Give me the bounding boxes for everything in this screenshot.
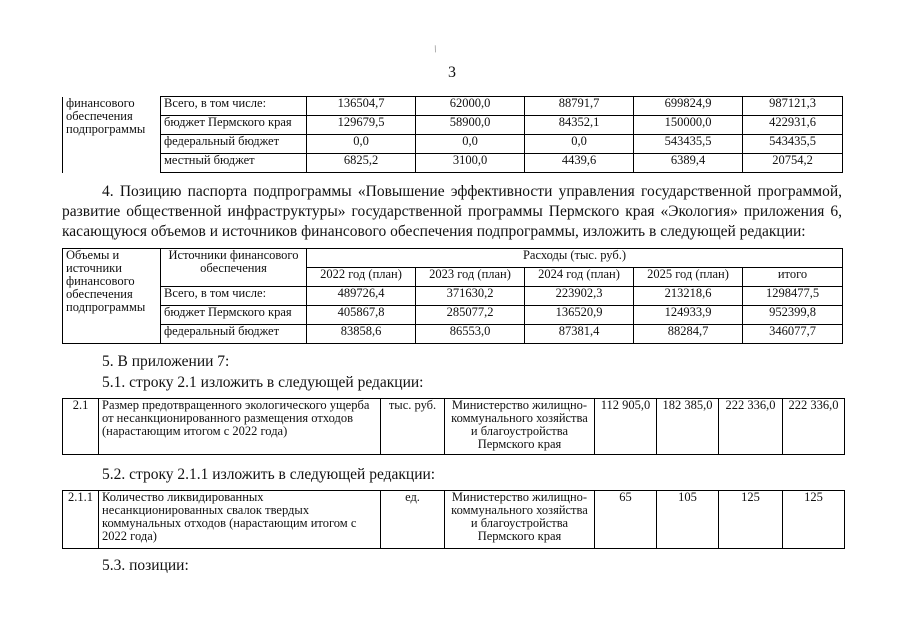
table2-cell: 1298477,5 — [743, 287, 843, 306]
scan-mark: / — [432, 43, 439, 56]
value-cell: 125 — [783, 491, 845, 549]
table2-cell: 124933,9 — [634, 306, 743, 325]
responsible-ministry: Министерство жилищно-коммунального хозяйства и благоустройства Пермского края — [445, 399, 595, 455]
table1-cell: 4439,6 — [525, 154, 634, 173]
table1-cell: 84352,1 — [525, 116, 634, 135]
table2-year-header: 2023 год (план) — [416, 268, 525, 287]
table1-cell: 543435,5 — [743, 135, 843, 154]
value-cell: 222 336,0 — [719, 399, 783, 455]
table2-cell: 952399,8 — [743, 306, 843, 325]
value-cell: 222 336,0 — [783, 399, 845, 455]
table2-cell: 371630,2 — [416, 287, 525, 306]
value-cell: 65 — [595, 491, 657, 549]
table1-cell: 6825,2 — [307, 154, 416, 173]
heading-5: 5. В приложении 7: — [102, 353, 230, 370]
table2-cell: 405867,8 — [307, 306, 416, 325]
heading-5-3: 5.3. позиции: — [102, 557, 189, 574]
table2-cell: 346077,7 — [743, 325, 843, 344]
indicator-name: Количество ликвидированных несанкционированных свалок твердых коммунальных отходов (нарастающим итогом с 2022 года) — [99, 491, 381, 549]
table1-cell: 422931,6 — [743, 116, 843, 135]
table1-source: бюджет Пермского края — [161, 116, 307, 135]
table1-cell: 129679,5 — [307, 116, 416, 135]
table2-cell: 285077,2 — [416, 306, 525, 325]
paragraph-4: 4. Позицию паспорта подпрограммы «Повышение эффективности управления государственной программой, развитие общественной инфраструктуры» государственной программы Пермского края «Экология» приложения 6, касающуюся объемов и источников финансового обеспечения подпрограммы, изложить в следующей редакции: — [62, 183, 842, 240]
table1-cell: 136504,7 — [307, 97, 416, 116]
table1-cell: 543435,5 — [634, 135, 743, 154]
table1-cell: 20754,2 — [743, 154, 843, 173]
table-financing-continued — [62, 96, 843, 173]
table-row-2-1-1 — [62, 490, 845, 549]
table2-sources-header: Источники финансового обеспечения — [161, 249, 307, 287]
table1-cell: 88791,7 — [525, 97, 634, 116]
table2-year-header: 2024 год (план) — [525, 268, 634, 287]
heading-5-2: 5.2. строку 2.1.1 изложить в следующей редакции: — [102, 466, 436, 483]
table1-cell: 6389,4 — [634, 154, 743, 173]
table1-source: федеральный бюджет — [161, 135, 307, 154]
responsible-ministry: Министерство жилищно-коммунального хозяйства и благоустройства Пермского края — [445, 491, 595, 549]
table2-year-header: итого — [743, 268, 843, 287]
table2-label: Объемы и источники финансового обеспечения подпрограммы — [63, 249, 161, 344]
table1-source: местный бюджет — [161, 154, 307, 173]
table2-cell: 86553,0 — [416, 325, 525, 344]
table1-cell: 987121,3 — [743, 97, 843, 116]
table2-expenses-header: Расходы (тыс. руб.) — [307, 249, 843, 268]
unit: ед. — [381, 491, 445, 549]
table2-cell: 83858,6 — [307, 325, 416, 344]
row-number: 2.1 — [63, 399, 99, 455]
table1-cell: 150000,0 — [634, 116, 743, 135]
table2-cell: 223902,3 — [525, 287, 634, 306]
table2-cell: 87381,4 — [525, 325, 634, 344]
table1-cell: 0,0 — [525, 135, 634, 154]
page-number: 3 — [448, 64, 456, 81]
value-cell: 182 385,0 — [657, 399, 719, 455]
indicator-name: Размер предотвращенного экологического ущерба от несанкционированного размещения отходов (нарастающим итогом с 2022 года) — [99, 399, 381, 455]
table2-source: федеральный бюджет — [161, 325, 307, 344]
value-cell: 105 — [657, 491, 719, 549]
table2-cell: 489726,4 — [307, 287, 416, 306]
table1-cell: 58900,0 — [416, 116, 525, 135]
table1-cell: 699824,9 — [634, 97, 743, 116]
table1-cell: 0,0 — [307, 135, 416, 154]
table2-source: Всего, в том числе: — [161, 287, 307, 306]
table2-year-header: 2025 год (план) — [634, 268, 743, 287]
heading-5-1: 5.1. строку 2.1 изложить в следующей редакции: — [102, 374, 424, 391]
table-financing-new — [62, 248, 843, 344]
unit: тыс. руб. — [381, 399, 445, 455]
table1-label: финансового обеспечения подпрограммы — [63, 97, 161, 173]
table2-year-header: 2022 год (план) — [307, 268, 416, 287]
table2-source: бюджет Пермского края — [161, 306, 307, 325]
table1-cell: 62000,0 — [416, 97, 525, 116]
table1-source: Всего, в том числе: — [161, 97, 307, 116]
table-row-2-1 — [62, 398, 845, 455]
table2-cell: 88284,7 — [634, 325, 743, 344]
table1-cell: 3100,0 — [416, 154, 525, 173]
value-cell: 112 905,0 — [595, 399, 657, 455]
row-number: 2.1.1 — [63, 491, 99, 549]
table2-cell: 213218,6 — [634, 287, 743, 306]
value-cell: 125 — [719, 491, 783, 549]
table1-cell: 0,0 — [416, 135, 525, 154]
table2-cell: 136520,9 — [525, 306, 634, 325]
